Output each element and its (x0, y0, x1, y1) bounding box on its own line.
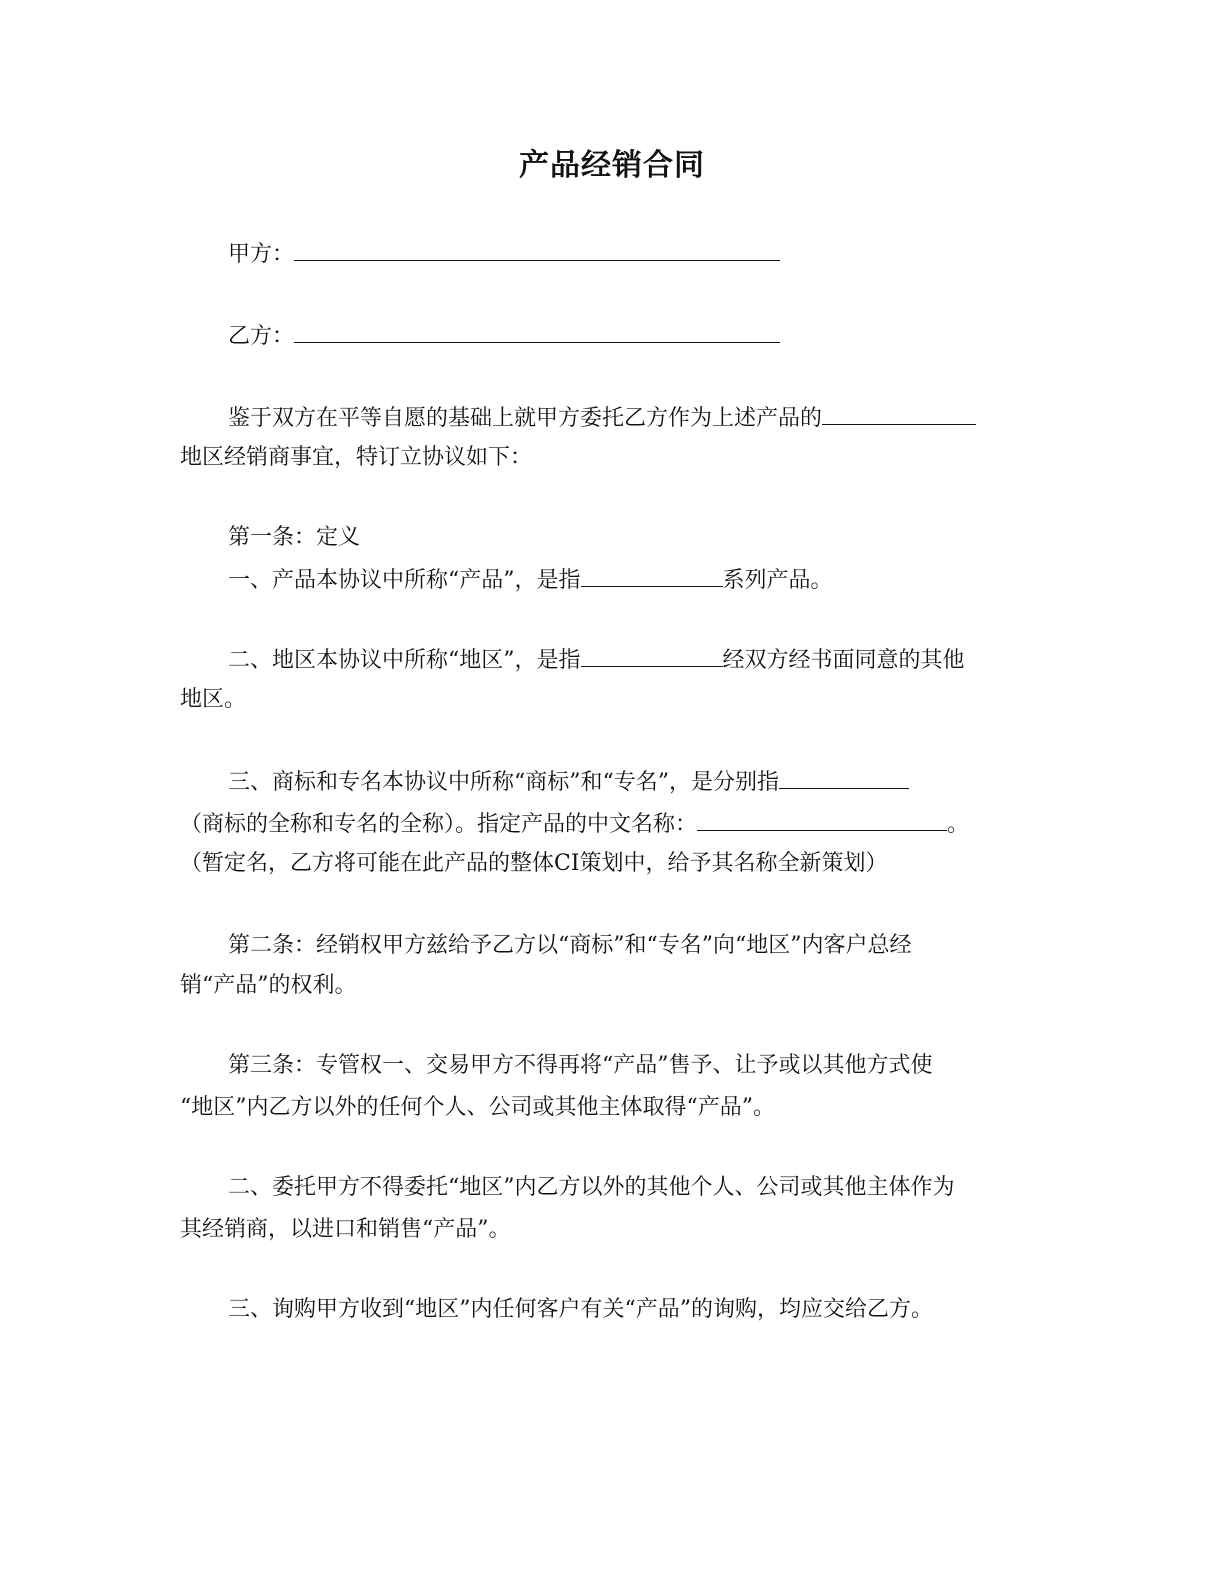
article3-item2-line1: 二、委托甲方不得委托“地区”内乙方以外的其他个人、公司或其他主体作为 (228, 1175, 955, 1200)
article1-item1-post: 系列产品。 (722, 568, 833, 593)
region-def-blank (581, 640, 723, 667)
article1-heading: 第一条：定义 (228, 525, 361, 550)
article2-line1: 第二条：经销权甲方兹给予乙方以“商标”和“专名”向“地区”内客户总经 (228, 933, 912, 958)
article1-item2-post: 经双方经书面同意的其他 (722, 648, 965, 673)
product-series-blank (581, 560, 723, 587)
article1-item3-line3: （暂定名，乙方将可能在此产品的整体CI策划中，给予其名称全新策划） (180, 851, 888, 876)
article1-item3-line2-post: 。 (947, 812, 970, 837)
article1-item2-line2: 地区。 (180, 687, 247, 712)
party-a-label: 甲方： (228, 242, 295, 267)
article3-item2-line2: 其经销商，以进口和销售“产品”。 (180, 1217, 511, 1242)
party-b-blank (294, 316, 780, 343)
chinese-name-blank (697, 804, 947, 831)
article3-item3-line1: 三、询购甲方收到“地区”内任何客户有关“产品”的询购，均应交给乙方。 (228, 1297, 933, 1322)
intro-line-1 (228, 398, 976, 439)
party-b-line (228, 316, 780, 357)
party-a-blank (294, 234, 780, 261)
article1-item3-line2-pre: （商标的全称和专名的全称）。指定产品的中文名称： (180, 812, 698, 837)
article3-line2: “地区”内乙方以外的任何个人、公司或其他主体取得“产品”。 (180, 1095, 775, 1120)
article1-item3-line2 (180, 804, 969, 845)
article1-item3-pre: 三、商标和专名本协议中所称“商标”和“专名”，是分别指 (228, 770, 779, 795)
intro-line-2: 地区经销商事宜，特订立协议如下： (180, 445, 533, 470)
article1-item2 (228, 640, 965, 681)
article1-item2-pre: 二、地区本协议中所称“地区”，是指 (228, 648, 581, 673)
article3-line1: 第三条：专管权一、交易甲方不得再将“产品”售予、让予或以其他方式使 (228, 1053, 933, 1078)
intro-text-1: 鉴于双方在平等自愿的基础上就甲方委托乙方作为上述产品的 (228, 406, 823, 431)
article1-item3 (228, 762, 909, 803)
article2-line2: 销“产品”的权利。 (180, 973, 357, 998)
article1-item1-pre: 一、产品本协议中所称“产品”，是指 (228, 568, 581, 593)
article1-item1 (228, 560, 833, 601)
party-b-label: 乙方： (228, 324, 295, 349)
trademark-blank (779, 762, 909, 789)
region-blank (822, 398, 976, 425)
party-a-line (228, 234, 780, 275)
document-title: 产品经销合同 (519, 148, 705, 183)
